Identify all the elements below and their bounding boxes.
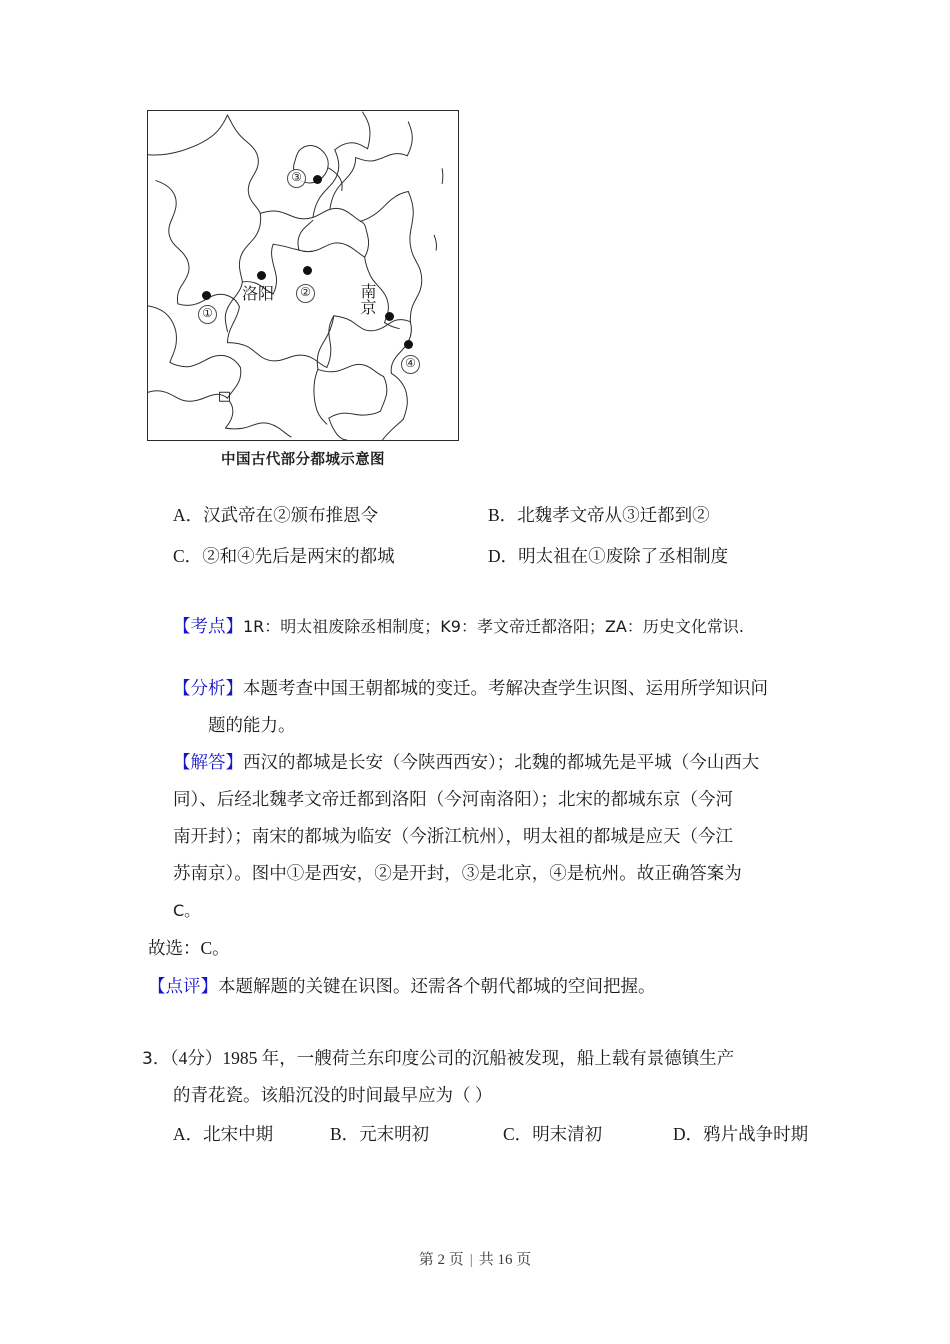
city-dot-3 [313, 175, 322, 184]
q3-option-c-key: C． [503, 1124, 533, 1144]
jieda-tag: 【解答】 [173, 752, 243, 772]
q3-number: 3． [142, 1049, 170, 1069]
figure-caption: 中国古代部分都城示意图 [221, 452, 385, 468]
footer-separator: | [469, 1252, 473, 1268]
jieda-text-1: 西汉的都城是长安（今陕西西安）；北魏的都城先是平城（今山西大 [243, 752, 760, 772]
q3-option-a[interactable] [173, 1116, 273, 1153]
page-footer [0, 1248, 950, 1269]
map-marker-4: ④ [401, 355, 420, 374]
footer-total-pages: 共 16 页 [478, 1252, 532, 1268]
q2-answer-text: 故选：C。 [148, 938, 230, 958]
q3-stem-text-2: 的青花瓷。该船沉没的时间最早应为（ ） [173, 1085, 493, 1105]
q2-jieda-line5 [173, 892, 200, 929]
fenxi-text-2: 题的能力。 [208, 715, 296, 735]
figure-block [147, 110, 463, 469]
city-dot-luoyang [257, 271, 266, 280]
q2-option-c[interactable] [173, 543, 395, 568]
q3-option-c[interactable] [503, 1116, 602, 1153]
q3-score: （4分） [169, 1048, 223, 1068]
q2-option-a-key: A． [173, 505, 204, 525]
q3-stem-line1 [142, 1040, 734, 1078]
q2-option-b[interactable] [488, 502, 710, 527]
q2-fenxi-line1 [173, 670, 768, 707]
q2-option-b-key: B． [488, 505, 518, 525]
q2-option-d-text: 明太祖在①废除了丞相制度 [518, 546, 729, 566]
q3-option-d-text: 鸦片战争时期 [703, 1124, 809, 1144]
map-label-luoyang: 洛阳 [242, 286, 275, 303]
q3-option-d[interactable] [673, 1116, 808, 1153]
fenxi-text-1: 本题考查中国王朝都城的变迁。考解决查学生识图、运用所学知识问 [243, 678, 768, 698]
q2-option-b-text: 北魏孝文帝从③迁都到② [517, 505, 710, 525]
q2-option-a[interactable] [173, 502, 378, 527]
map-marker-1: ① [198, 305, 217, 324]
q2-option-d[interactable] [488, 543, 728, 568]
q3-stem-text-1: 1985 年，一艘荷兰东印度公司的沉船被发现，船上载有景德镇生产 [222, 1048, 735, 1068]
q3-option-b[interactable] [330, 1116, 429, 1153]
q3-option-d-key: D． [673, 1124, 704, 1144]
q2-option-c-text: ②和④先后是两宋的都城 [202, 546, 395, 566]
q3-stem-line2 [173, 1077, 492, 1114]
q2-option-c-key: C． [173, 546, 203, 566]
q3-option-b-text: 元末明初 [359, 1124, 430, 1144]
q3-option-a-text: 北宋中期 [203, 1124, 274, 1144]
q3-option-c-text: 明末清初 [532, 1124, 603, 1144]
map-label-nanjing: 南京 [358, 283, 375, 315]
q2-kaodian-line [173, 608, 744, 645]
q2-fenxi-line2 [208, 707, 296, 744]
footer-current-page: 第 2 页 [418, 1252, 464, 1268]
jieda-text-2: 同）、后经北魏孝文帝迁都到洛阳（今河南洛阳）；北宋的都城东京（今河 [173, 789, 733, 809]
jieda-text-5: C。 [173, 901, 201, 920]
q2-option-a-text: 汉武帝在②颁布推恩令 [203, 505, 379, 525]
dianping-tag: 【点评】 [148, 976, 218, 996]
kaodian-tag: 【考点】 [173, 616, 243, 636]
q2-option-d-key: D． [488, 546, 519, 566]
jieda-text-3: 南开封）；南宋的都城为临安（今浙江杭州），明太祖的都城是应天（今江 [173, 826, 733, 846]
city-dot-4 [404, 340, 413, 349]
kaodian-text: 1R：明太祖废除丞相制度；K9：孝文帝迁都洛阳；ZA：历史文化常识. [243, 617, 744, 636]
map-outline-svg [148, 111, 458, 440]
city-dot-2 [303, 266, 312, 275]
dianping-text: 本题解题的关键在识图。还需各个朝代都城的空间把握。 [218, 976, 656, 996]
fenxi-tag: 【分析】 [173, 678, 243, 698]
q2-jieda-line2 [173, 781, 733, 818]
q2-answer-line [148, 930, 230, 967]
q3-option-a-key: A． [173, 1124, 204, 1144]
city-dot-nanjing [385, 312, 394, 321]
map-marker-3: ③ [287, 169, 306, 188]
city-dot-1 [202, 291, 211, 300]
q3-option-b-key: B． [330, 1124, 360, 1144]
jieda-text-4: 苏南京）。图中①是西安，②是开封，③是北京，④是杭州。故正确答案为 [173, 863, 742, 883]
q2-jieda-line4 [173, 855, 742, 892]
q2-jieda-line1 [173, 744, 759, 781]
map-marker-2: ② [296, 284, 315, 303]
q2-dianping-line [148, 968, 656, 1005]
map-frame [147, 110, 459, 441]
q2-jieda-line3 [173, 818, 733, 855]
